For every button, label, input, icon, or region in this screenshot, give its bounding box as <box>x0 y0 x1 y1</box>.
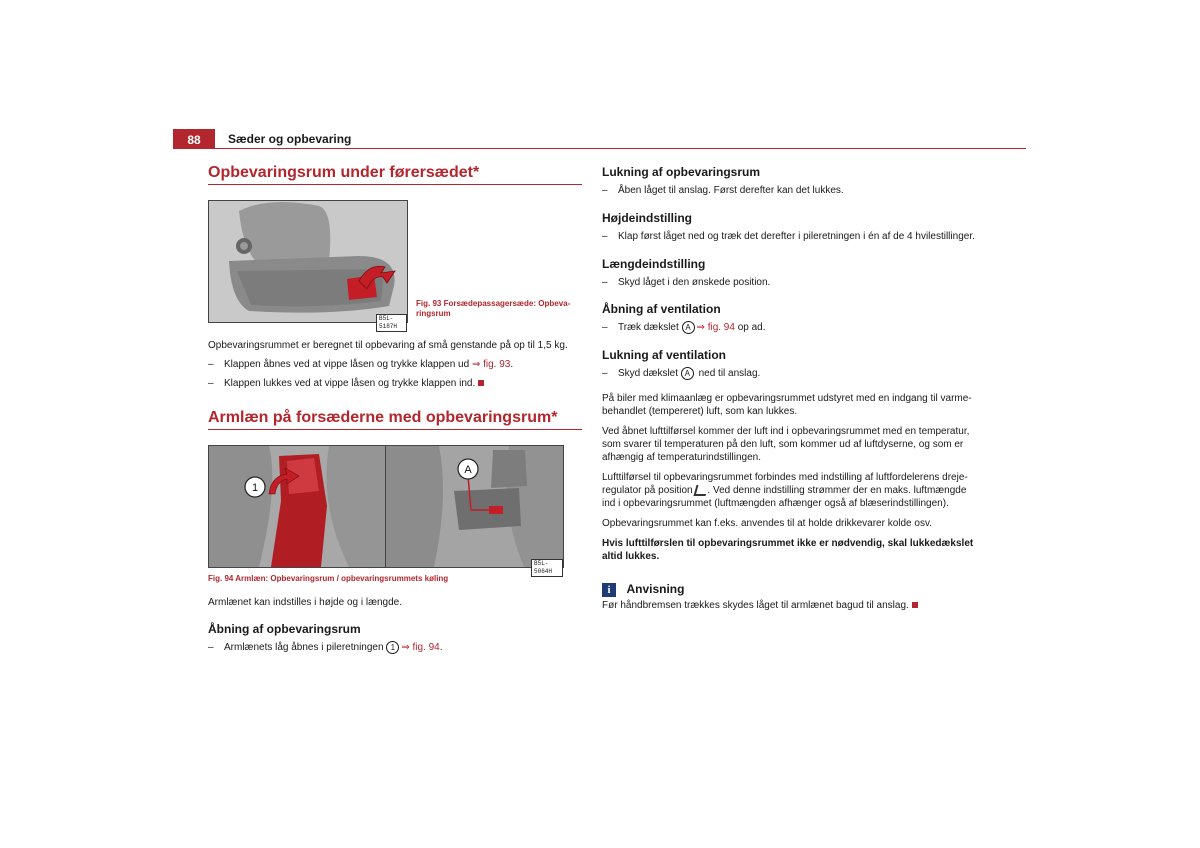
chapter-title: Sæder og opbevaring <box>228 132 352 146</box>
paragraph-warning: Hvis lufttilførslen til opbevaringsrummet ikke er nødvendig, skal lukkedækslet altid lukkes. <box>602 538 974 562</box>
note-text: Før håndbremsen trækkes skydes låget til armlænet bagud til anslag. <box>602 599 918 612</box>
marker-1-inline: 1 <box>386 641 399 654</box>
paragraph-distributor: Lufttilførsel til opbevaringsrummet forbindes med indstilling af luftfordelerens dreje-regulator på position . Ved denne indstilling strømmer der en maks. luftmængde ind i opbevaringsrummet (luftmængden afhænger også af blæserindstillingen). <box>602 472 968 509</box>
end-mark <box>478 380 484 386</box>
figure-94-caption: Fig. 94 Armlæn: Opbevaringsrum / opbevaringsrummets køling <box>208 574 449 583</box>
header-rule <box>173 148 1026 149</box>
paragraph-drinks: Opbevaringsrummet kan f.eks. anvendes til at holde drikkevarer kolde osv. <box>602 518 932 529</box>
subheading-height: Højdeindstilling <box>602 211 692 225</box>
armrest-illustration <box>209 446 563 567</box>
bullet-close-storage: – Åben låget til anslag. Først derefter kan det lukkes. <box>602 185 844 196</box>
bullet-height: – Klap først låget ned og træk det derefter i pileretningen i én af de 4 hvilestillinger. <box>602 231 975 242</box>
marker-a-inline: A <box>682 321 695 334</box>
section-title-armrest: Armlæn på forsæderne med opbevaringsrum* <box>208 409 558 426</box>
bullet-open-flap: – Klappen åbnes ved at vippe låsen og trykke klappen ud ⇒ fig. 93. <box>208 359 514 370</box>
subheading-open-vent: Åbning af ventilation <box>602 302 721 316</box>
marker-a-fig: A <box>464 464 472 476</box>
figure-93-caption: Fig. 93 Forsædepassagersæde: Opbeva-ringsrum <box>416 299 571 318</box>
end-mark <box>912 602 918 608</box>
info-icon: i <box>602 583 616 597</box>
section-title-storage-under-seat: Opbevaringsrum under førersædet* <box>208 164 480 181</box>
bullet-close-flap: – Klappen lukkes ved at vippe låsen og trykke klappen ind. <box>208 377 484 390</box>
storage-intro: Opbevaringsrummet er beregnet til opbevaring af små genstande på op til 1,5 kg. <box>208 340 568 351</box>
page-header <box>173 129 1026 149</box>
bullet-close-vent: – Skyd dækslet A ned til anslag. <box>602 368 761 380</box>
fig-94-ref[interactable]: ⇒ fig. 94 <box>696 322 735 334</box>
subheading-close-storage: Lukning af opbevaringsrum <box>602 165 761 179</box>
armrest-intro: Armlænet kan indstilles i højde og i længde. <box>208 597 402 608</box>
subheading-open-storage: Åbning af opbevaringsrum <box>208 622 361 636</box>
figure-93-code: B5L-5187H <box>376 314 407 332</box>
marker-a-inline: A <box>681 367 694 380</box>
figure-94-code: B5L-5064H <box>531 559 563 577</box>
bullet-open-armrest: – Armlænets låg åbnes i pileretningen 1 ⇒ fig. 94. <box>208 642 443 654</box>
paragraph-climate: På biler med klimaanlæg er opbevaringsrummet udstyret med en indgang til varme-behandlet (tempereret) luft, som kan lukkes. <box>602 393 972 417</box>
fig-94-ref[interactable]: ⇒ fig. 94 <box>401 642 440 654</box>
subheading-length: Længdeindstilling <box>602 257 706 271</box>
seat-illustration <box>209 201 407 322</box>
bullet-open-vent: – Træk dækslet A ⇒ fig. 94 op ad. <box>602 322 766 334</box>
figure-93-seat-storage <box>208 200 408 330</box>
page-number: 88 <box>173 129 215 149</box>
figure-94-armrest <box>208 445 564 575</box>
section-rule <box>208 429 582 430</box>
subheading-close-vent: Lukning af ventilation <box>602 348 727 362</box>
fig-93-ref[interactable]: ⇒ fig. 93 <box>471 359 511 370</box>
note-title: Anvisning <box>626 581 685 596</box>
bullet-length: – Skyd låget i den ønskede position. <box>602 277 771 288</box>
paragraph-airflow: Ved åbnet lufttilførsel kommer der luft ind i opbevaringsrummet med en temperatur, som svarer til temperaturen på den luft, som kommer ud af luftdyserne, og som er afhængig af temperaturindstillingen. <box>602 426 970 463</box>
marker-1-fig: 1 <box>251 482 259 494</box>
section-rule <box>208 184 582 185</box>
note-heading <box>602 580 684 598</box>
